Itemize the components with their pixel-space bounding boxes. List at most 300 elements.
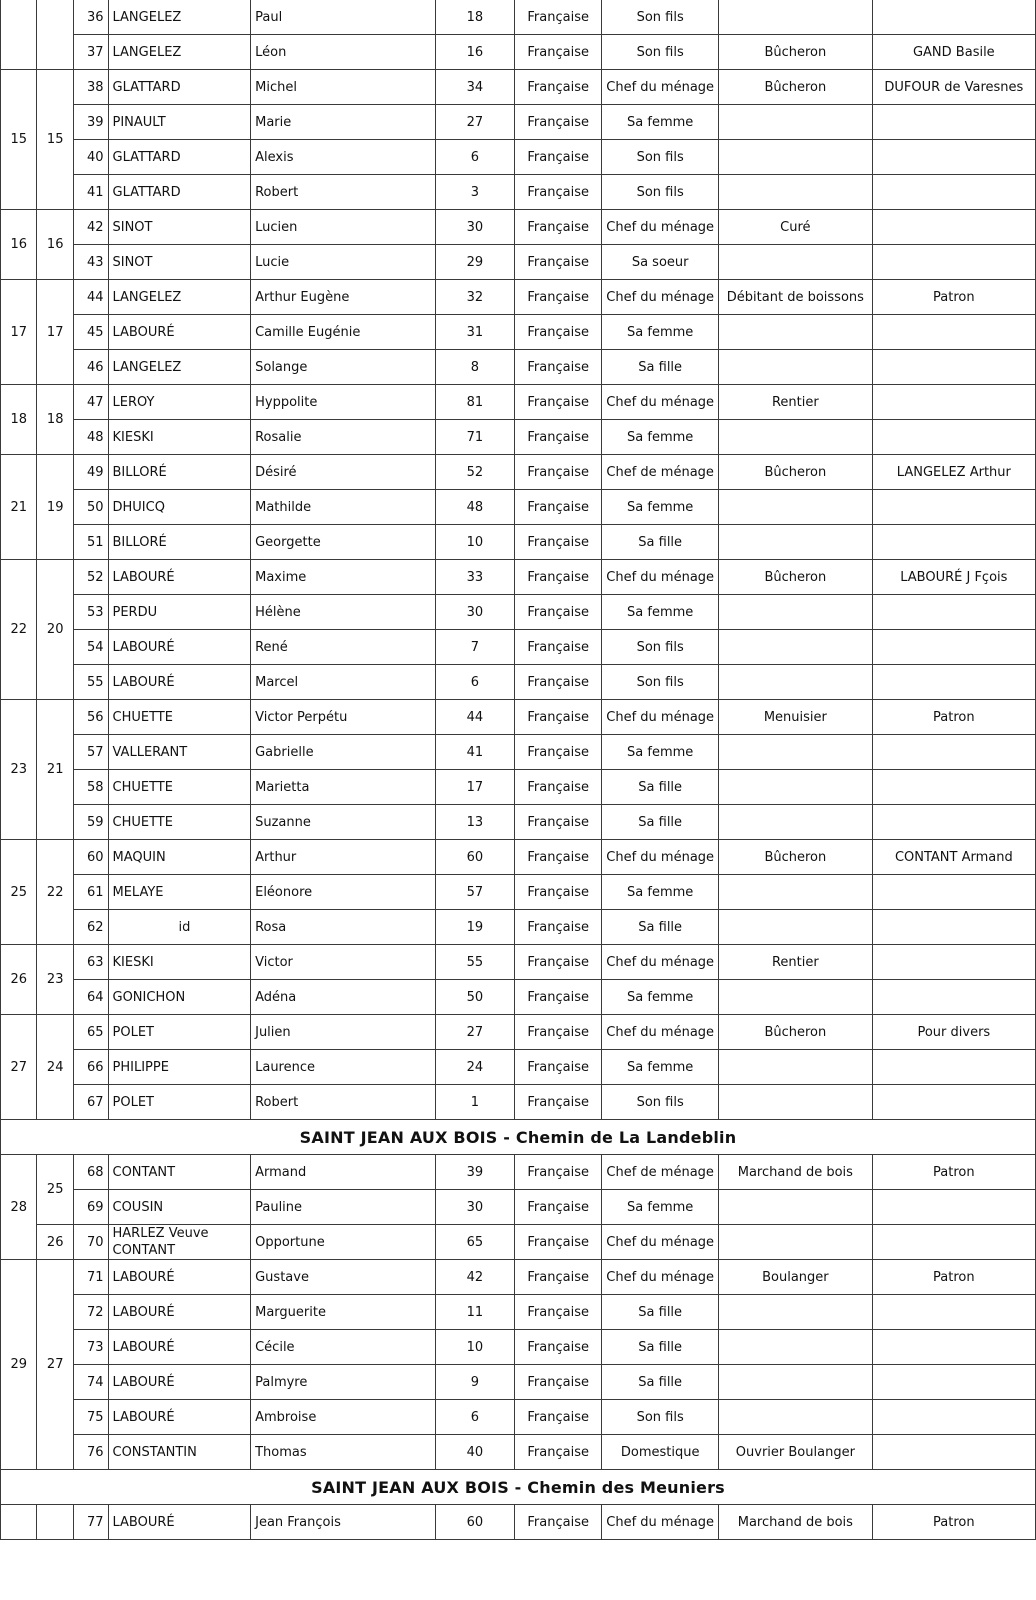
- surname: LABOURÉ: [108, 1400, 251, 1435]
- employer: [872, 175, 1035, 210]
- relationship: Sa femme: [602, 735, 719, 770]
- maison-number: 18: [1, 385, 37, 455]
- person-number: 65: [73, 1015, 108, 1050]
- given-name: Robert: [251, 175, 436, 210]
- employer: [872, 490, 1035, 525]
- relationship: Domestique: [602, 1435, 719, 1470]
- table-row: [1, 1085, 1036, 1120]
- profession: Débitant de boissons: [719, 280, 873, 315]
- person-number: 74: [73, 1365, 108, 1400]
- nationality: Française: [515, 700, 602, 735]
- section-row: [1, 1470, 1036, 1505]
- relationship: Son fils: [602, 1400, 719, 1435]
- table-row: [1, 455, 1036, 490]
- surname: id: [108, 910, 251, 945]
- person-number: 69: [73, 1190, 108, 1225]
- person-number: 61: [73, 875, 108, 910]
- given-name: Rosa: [251, 910, 436, 945]
- employer: [872, 1085, 1035, 1120]
- section-title: SAINT JEAN AUX BOIS - Chemin des Meuniers: [1, 1470, 1036, 1505]
- relationship: Son fils: [602, 175, 719, 210]
- given-name: Alexis: [251, 140, 436, 175]
- employer: [872, 0, 1035, 35]
- employer: [872, 980, 1035, 1015]
- age: 30: [435, 210, 514, 245]
- nationality: Française: [515, 70, 602, 105]
- age: 55: [435, 945, 514, 980]
- given-name: Désiré: [251, 455, 436, 490]
- table-row: [1, 945, 1036, 980]
- given-name: Robert: [251, 1085, 436, 1120]
- nationality: Française: [515, 1260, 602, 1295]
- nationality: Française: [515, 1400, 602, 1435]
- age: 60: [435, 1505, 514, 1540]
- surname: LABOURÉ: [108, 665, 251, 700]
- surname: KIESKI: [108, 945, 251, 980]
- profession: [719, 1400, 873, 1435]
- nationality: Française: [515, 420, 602, 455]
- nationality: Française: [515, 280, 602, 315]
- nationality: Française: [515, 490, 602, 525]
- profession: [719, 1295, 873, 1330]
- given-name: Victor Perpétu: [251, 700, 436, 735]
- person-number: 43: [73, 245, 108, 280]
- nationality: Française: [515, 385, 602, 420]
- table-row: [1, 1505, 1036, 1540]
- surname: VALLERANT: [108, 735, 251, 770]
- relationship: Sa fille: [602, 525, 719, 560]
- age: 7: [435, 630, 514, 665]
- age: 6: [435, 140, 514, 175]
- nationality: Française: [515, 1365, 602, 1400]
- person-number: 55: [73, 665, 108, 700]
- age: 8: [435, 350, 514, 385]
- profession: [719, 910, 873, 945]
- employer: [872, 210, 1035, 245]
- age: 52: [435, 455, 514, 490]
- relationship: Sa femme: [602, 420, 719, 455]
- menage-number: 18: [37, 385, 73, 455]
- surname: LANGELEZ: [108, 350, 251, 385]
- maison-number: 25: [1, 840, 37, 945]
- person-number: 71: [73, 1260, 108, 1295]
- person-number: 75: [73, 1400, 108, 1435]
- given-name: Julien: [251, 1015, 436, 1050]
- employer: [872, 805, 1035, 840]
- profession: [719, 1330, 873, 1365]
- profession: Bûcheron: [719, 35, 873, 70]
- relationship: Sa femme: [602, 875, 719, 910]
- employer: [872, 1225, 1035, 1260]
- nationality: Française: [515, 1330, 602, 1365]
- age: 42: [435, 1260, 514, 1295]
- surname: LABOURÉ: [108, 1365, 251, 1400]
- nationality: Française: [515, 525, 602, 560]
- age: 10: [435, 525, 514, 560]
- profession: [719, 315, 873, 350]
- person-number: 62: [73, 910, 108, 945]
- table-row: [1, 630, 1036, 665]
- age: 71: [435, 420, 514, 455]
- nationality: Française: [515, 350, 602, 385]
- age: 44: [435, 700, 514, 735]
- nationality: Française: [515, 245, 602, 280]
- given-name: Camille Eugénie: [251, 315, 436, 350]
- table-row: [1, 105, 1036, 140]
- surname: LABOURÉ: [108, 1260, 251, 1295]
- profession: [719, 980, 873, 1015]
- relationship: Son fils: [602, 1085, 719, 1120]
- nationality: Française: [515, 630, 602, 665]
- table-row: [1, 280, 1036, 315]
- employer: [872, 140, 1035, 175]
- age: 30: [435, 595, 514, 630]
- table-row: [1, 525, 1036, 560]
- profession: [719, 805, 873, 840]
- profession: [719, 490, 873, 525]
- profession: Bûcheron: [719, 70, 873, 105]
- employer: [872, 315, 1035, 350]
- relationship: Chef du ménage: [602, 1260, 719, 1295]
- person-number: 66: [73, 1050, 108, 1085]
- employer: [872, 1050, 1035, 1085]
- employer: [872, 350, 1035, 385]
- age: 13: [435, 805, 514, 840]
- maison-number: 22: [1, 560, 37, 700]
- relationship: Chef du ménage: [602, 945, 719, 980]
- maison-number: 29: [1, 1260, 37, 1470]
- profession: Bûcheron: [719, 560, 873, 595]
- employer: Patron: [872, 1155, 1035, 1190]
- age: 18: [435, 0, 514, 35]
- profession: Curé: [719, 210, 873, 245]
- employer: LANGELEZ Arthur: [872, 455, 1035, 490]
- relationship: Sa fille: [602, 805, 719, 840]
- profession: [719, 875, 873, 910]
- table-row: [1, 735, 1036, 770]
- profession: [719, 1365, 873, 1400]
- given-name: Marietta: [251, 770, 436, 805]
- employer: [872, 770, 1035, 805]
- table-row: [1, 420, 1036, 455]
- relationship: Chef du ménage: [602, 280, 719, 315]
- table-row: [1, 0, 1036, 35]
- surname: LABOURÉ: [108, 1295, 251, 1330]
- maison-number: [1, 0, 37, 70]
- surname: MELAYE: [108, 875, 251, 910]
- menage-number: 27: [37, 1260, 73, 1470]
- relationship: Chef du ménage: [602, 700, 719, 735]
- age: 41: [435, 735, 514, 770]
- profession: [719, 350, 873, 385]
- relationship: Chef du ménage: [602, 1505, 719, 1540]
- surname: PINAULT: [108, 105, 251, 140]
- table-row: [1, 175, 1036, 210]
- employer: Patron: [872, 1260, 1035, 1295]
- person-number: 38: [73, 70, 108, 105]
- menage-number: 25: [37, 1155, 73, 1225]
- relationship: Sa femme: [602, 595, 719, 630]
- relationship: Sa femme: [602, 490, 719, 525]
- profession: Bûcheron: [719, 455, 873, 490]
- age: 40: [435, 1435, 514, 1470]
- nationality: Française: [515, 105, 602, 140]
- given-name: Marguerite: [251, 1295, 436, 1330]
- person-number: 37: [73, 35, 108, 70]
- age: 27: [435, 105, 514, 140]
- surname: LEROY: [108, 385, 251, 420]
- employer: [872, 1330, 1035, 1365]
- given-name: Eléonore: [251, 875, 436, 910]
- table-row: [1, 1435, 1036, 1470]
- surname: GLATTARD: [108, 140, 251, 175]
- table-row: [1, 210, 1036, 245]
- relationship: Sa fille: [602, 350, 719, 385]
- employer: [872, 630, 1035, 665]
- surname: BILLORÉ: [108, 455, 251, 490]
- menage-number: 21: [37, 700, 73, 840]
- table-row: [1, 840, 1036, 875]
- surname: POLET: [108, 1015, 251, 1050]
- nationality: Française: [515, 175, 602, 210]
- relationship: Sa soeur: [602, 245, 719, 280]
- menage-number: 16: [37, 210, 73, 280]
- given-name: Gustave: [251, 1260, 436, 1295]
- nationality: Française: [515, 945, 602, 980]
- surname: LABOURÉ: [108, 630, 251, 665]
- profession: [719, 525, 873, 560]
- table-row: [1, 1190, 1036, 1225]
- age: 60: [435, 840, 514, 875]
- maison-number: 27: [1, 1015, 37, 1120]
- table-row: [1, 875, 1036, 910]
- section-row: [1, 1120, 1036, 1155]
- profession: [719, 1085, 873, 1120]
- profession: Bûcheron: [719, 840, 873, 875]
- nationality: Française: [515, 210, 602, 245]
- table-row: [1, 805, 1036, 840]
- relationship: Sa femme: [602, 980, 719, 1015]
- employer: [872, 105, 1035, 140]
- given-name: Opportune: [251, 1225, 436, 1260]
- relationship: Sa femme: [602, 315, 719, 350]
- age: 19: [435, 910, 514, 945]
- relationship: Sa fille: [602, 1365, 719, 1400]
- table-row: [1, 490, 1036, 525]
- relationship: Son fils: [602, 140, 719, 175]
- table-row: [1, 1050, 1036, 1085]
- nationality: Française: [515, 1190, 602, 1225]
- relationship: Son fils: [602, 665, 719, 700]
- person-number: 63: [73, 945, 108, 980]
- maison-number: 17: [1, 280, 37, 385]
- nationality: Française: [515, 1155, 602, 1190]
- given-name: Lucien: [251, 210, 436, 245]
- person-number: 58: [73, 770, 108, 805]
- relationship: Son fils: [602, 0, 719, 35]
- relationship: Sa fille: [602, 1295, 719, 1330]
- table-row: [1, 665, 1036, 700]
- table-row: [1, 245, 1036, 280]
- person-number: 41: [73, 175, 108, 210]
- surname: CHUETTE: [108, 770, 251, 805]
- nationality: Française: [515, 595, 602, 630]
- section-title: SAINT JEAN AUX BOIS - Chemin de La Landeblin: [1, 1120, 1036, 1155]
- nationality: Française: [515, 1435, 602, 1470]
- surname: LANGELEZ: [108, 0, 251, 35]
- maison-number: 15: [1, 70, 37, 210]
- nationality: Française: [515, 35, 602, 70]
- employer: [872, 735, 1035, 770]
- profession: Ouvrier Boulanger: [719, 1435, 873, 1470]
- person-number: 42: [73, 210, 108, 245]
- nationality: Française: [515, 315, 602, 350]
- surname: DHUICQ: [108, 490, 251, 525]
- employer: [872, 1365, 1035, 1400]
- person-number: 47: [73, 385, 108, 420]
- employer: LABOURÉ J Fçois: [872, 560, 1035, 595]
- employer: [872, 420, 1035, 455]
- age: 48: [435, 490, 514, 525]
- profession: [719, 1050, 873, 1085]
- menage-number: 20: [37, 560, 73, 700]
- surname: LABOURÉ: [108, 1505, 251, 1540]
- given-name: Marcel: [251, 665, 436, 700]
- surname: CHUETTE: [108, 700, 251, 735]
- surname: GLATTARD: [108, 70, 251, 105]
- relationship: Chef du ménage: [602, 385, 719, 420]
- surname: LANGELEZ: [108, 35, 251, 70]
- nationality: Française: [515, 1225, 602, 1260]
- surname: GONICHON: [108, 980, 251, 1015]
- age: 6: [435, 1400, 514, 1435]
- maison-number: 21: [1, 455, 37, 560]
- nationality: Française: [515, 1085, 602, 1120]
- person-number: 73: [73, 1330, 108, 1365]
- profession: [719, 420, 873, 455]
- profession: [719, 665, 873, 700]
- table-row: [1, 385, 1036, 420]
- menage-number: 26: [37, 1225, 73, 1260]
- employer: [872, 945, 1035, 980]
- menage-number: 19: [37, 455, 73, 560]
- person-number: 36: [73, 0, 108, 35]
- person-number: 70: [73, 1225, 108, 1260]
- age: 32: [435, 280, 514, 315]
- relationship: Chef du ménage: [602, 560, 719, 595]
- profession: [719, 245, 873, 280]
- age: 11: [435, 1295, 514, 1330]
- person-number: 45: [73, 315, 108, 350]
- nationality: Française: [515, 0, 602, 35]
- table-row: [1, 595, 1036, 630]
- surname: LABOURÉ: [108, 560, 251, 595]
- age: 30: [435, 1190, 514, 1225]
- given-name: Léon: [251, 35, 436, 70]
- person-number: 52: [73, 560, 108, 595]
- menage-number: [37, 0, 73, 70]
- given-name: Hyppolite: [251, 385, 436, 420]
- given-name: Jean François: [251, 1505, 436, 1540]
- given-name: Lucie: [251, 245, 436, 280]
- person-number: 51: [73, 525, 108, 560]
- employer: [872, 875, 1035, 910]
- given-name: Cécile: [251, 1330, 436, 1365]
- nationality: Française: [515, 1505, 602, 1540]
- surname: SINOT: [108, 210, 251, 245]
- surname: BILLORÉ: [108, 525, 251, 560]
- table-row: [1, 1225, 1036, 1260]
- nationality: Française: [515, 665, 602, 700]
- given-name: Armand: [251, 1155, 436, 1190]
- age: 31: [435, 315, 514, 350]
- maison-number: 26: [1, 945, 37, 1015]
- person-number: 53: [73, 595, 108, 630]
- person-number: 77: [73, 1505, 108, 1540]
- surname: LABOURÉ: [108, 315, 251, 350]
- profession: [719, 140, 873, 175]
- nationality: Française: [515, 840, 602, 875]
- employer: Patron: [872, 700, 1035, 735]
- person-number: 67: [73, 1085, 108, 1120]
- given-name: Hélène: [251, 595, 436, 630]
- surname: CHUETTE: [108, 805, 251, 840]
- given-name: Thomas: [251, 1435, 436, 1470]
- employer: [872, 1435, 1035, 1470]
- profession: [719, 1190, 873, 1225]
- employer: [872, 1190, 1035, 1225]
- profession: [719, 735, 873, 770]
- person-number: 49: [73, 455, 108, 490]
- given-name: Solange: [251, 350, 436, 385]
- given-name: Ambroise: [251, 1400, 436, 1435]
- relationship: Son fils: [602, 630, 719, 665]
- age: 81: [435, 385, 514, 420]
- maison-number: 28: [1, 1155, 37, 1260]
- person-number: 40: [73, 140, 108, 175]
- employer: DUFOUR de Varesnes: [872, 70, 1035, 105]
- person-number: 76: [73, 1435, 108, 1470]
- age: 9: [435, 1365, 514, 1400]
- profession: [719, 1225, 873, 1260]
- nationality: Française: [515, 980, 602, 1015]
- nationality: Française: [515, 1015, 602, 1050]
- nationality: Française: [515, 910, 602, 945]
- relationship: Sa fille: [602, 910, 719, 945]
- employer: GAND Basile: [872, 35, 1035, 70]
- person-number: 54: [73, 630, 108, 665]
- relationship: Sa fille: [602, 1330, 719, 1365]
- nationality: Française: [515, 875, 602, 910]
- profession: Bûcheron: [719, 1015, 873, 1050]
- table-row: [1, 1330, 1036, 1365]
- given-name: René: [251, 630, 436, 665]
- relationship: Son fils: [602, 35, 719, 70]
- given-name: Michel: [251, 70, 436, 105]
- maison-number: 16: [1, 210, 37, 280]
- table-row: [1, 1295, 1036, 1330]
- profession: [719, 595, 873, 630]
- table-row: [1, 350, 1036, 385]
- profession: Menuisier: [719, 700, 873, 735]
- age: 24: [435, 1050, 514, 1085]
- relationship: Sa femme: [602, 1050, 719, 1085]
- employer: [872, 1400, 1035, 1435]
- person-number: 48: [73, 420, 108, 455]
- nationality: Française: [515, 560, 602, 595]
- given-name: Arthur Eugène: [251, 280, 436, 315]
- table-row: [1, 140, 1036, 175]
